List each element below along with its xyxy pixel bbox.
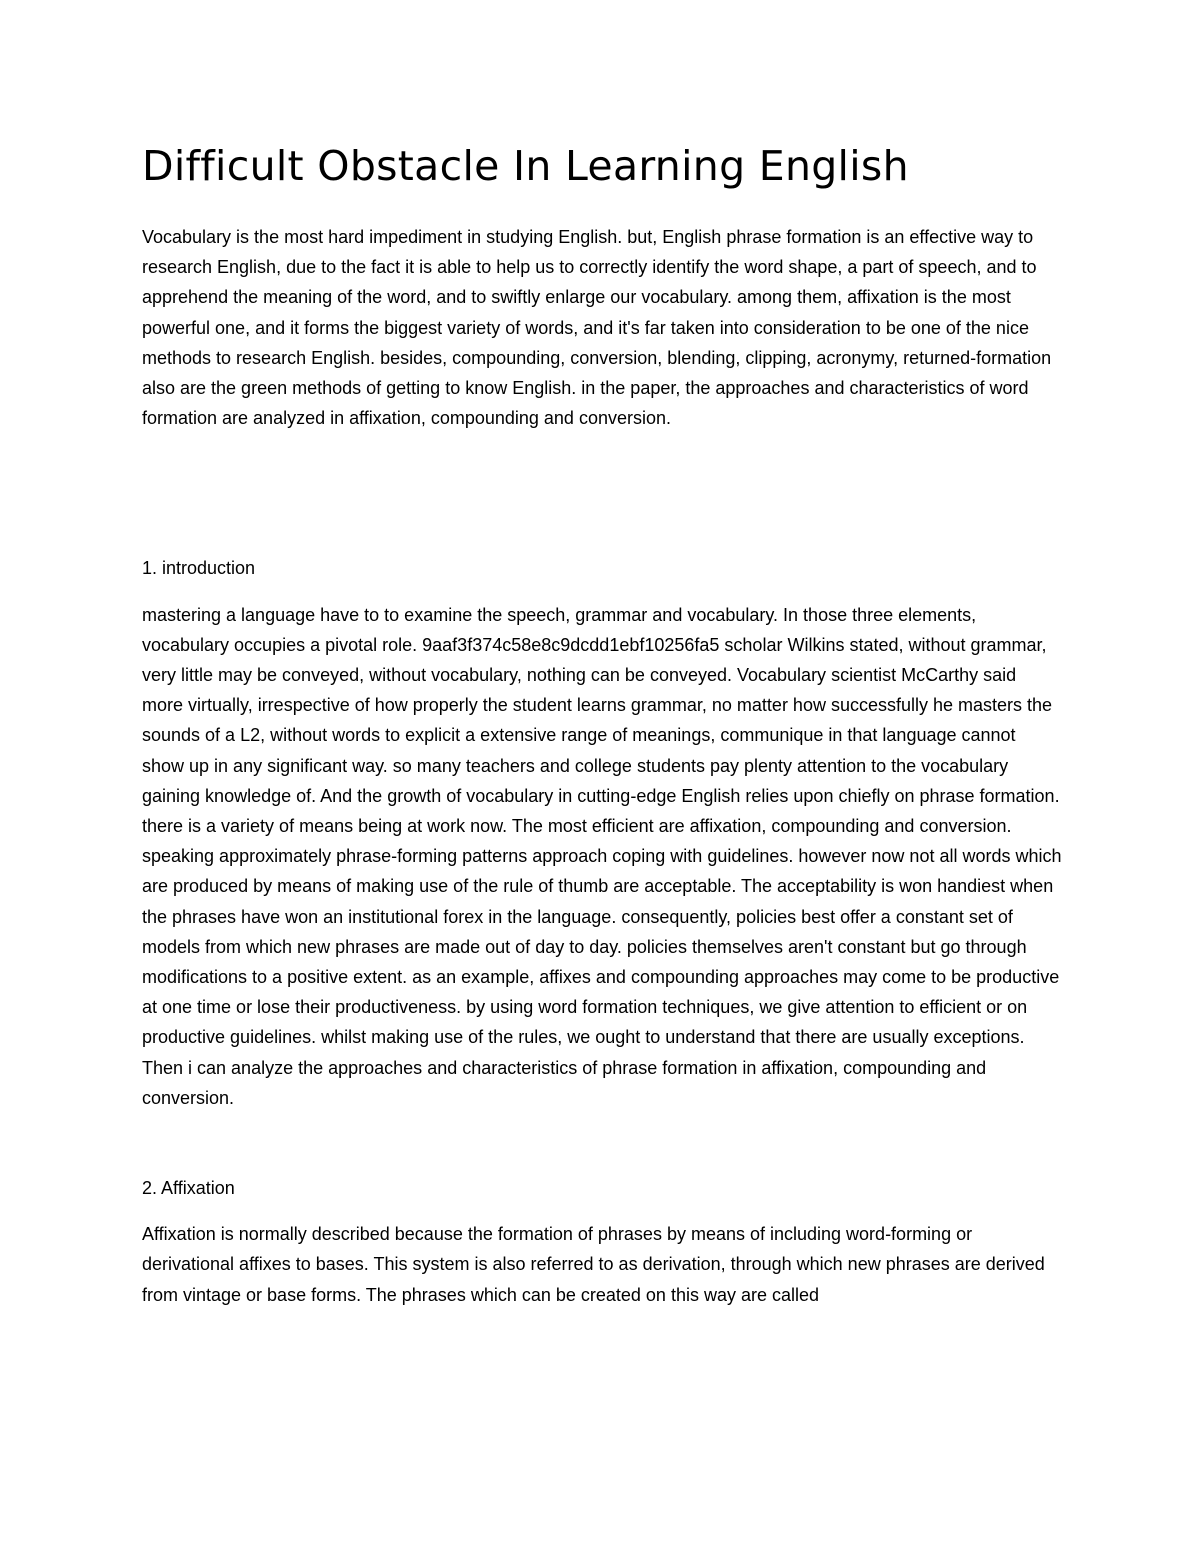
section-heading-introduction: 1. introduction	[142, 558, 256, 579]
spacer	[142, 1113, 1062, 1173]
document-title: Difficult Obstacle In Learning English	[142, 142, 909, 190]
document-content	[142, 138, 1062, 1310]
spacer	[142, 433, 1062, 553]
section-body-introduction: mastering a language have to to examine the speech, grammar and vocabulary. In those three elements, vocabulary occupies a pivotal role. 9aaf3f374c58e8c9dcdd1ebf10256fa5 scholar Wilkins stated, without grammar, very little may be conveyed, without vocabulary, nothing can be conveyed. Vocabulary scientist McCarthy said more virtually, irrespective of how properly the student learns grammar, no matter how successfully he masters the sounds of a L2, without words to explicit a extensive range of meanings, communique in that language cannot show up in any significant way. so many teachers and college students pay plenty attention to the vocabulary gaining knowledge of. And the growth of vocabulary in cutting-edge English relies upon chiefly on phrase formation. there is a variety of means being at work now. The most efficient are affixation, compounding and conversion. speaking approximately phrase-forming patterns approach coping with guidelines. however now not all words which are produced by means of making use of the rule of thumb are acceptable. The acceptability is won handiest when the phrases have won an institutional forex in the language. consequently, policies best offer a constant set of models from which new phrases are made out of day to day. policies themselves aren't constant but go through modifications to a positive extent. as an example, affixes and compounding approaches may come to be productive at one time or lose their productiveness. by using word formation techniques, we give attention to efficient or on productive guidelines. whilst making use of the rules, we ought to understand that there are usually exceptions. Then i can analyze the approaches and characteristics of phrase formation in affixation, compounding and conversion.	[142, 604, 1062, 1108]
spacer	[142, 1203, 1062, 1219]
abstract-paragraph: Vocabulary is the most hard impediment in studying English. but, English phrase formation is an effective way to research English, due to the fact it is able to help us to correctly identify the word shape, a part of speech, and to apprehend the meaning of the word, and to swiftly enlarge our vocabulary. among them, affixation is the most powerful one, and it forms the biggest variety of words, and it's far taken into consideration to be one of the nice methods to research English. besides, compounding, conversion, blending, clipping, acronymy, returned-formation also are the green methods of getting to know English. in the paper, the approaches and characteristics of word formation are analyzed in affixation, compounding and conversion.	[142, 227, 1052, 429]
section-heading-affixation: 2. Affixation	[142, 1178, 235, 1199]
section-body-affixation: Affixation is normally described because the formation of phrases by means of including word-forming or derivational affixes to bases. This system is also referred to as derivation, through which new phrases are derived from vintage or base forms. The phrases which can be created on this way are called	[142, 1224, 1045, 1305]
spacer	[142, 584, 1062, 600]
